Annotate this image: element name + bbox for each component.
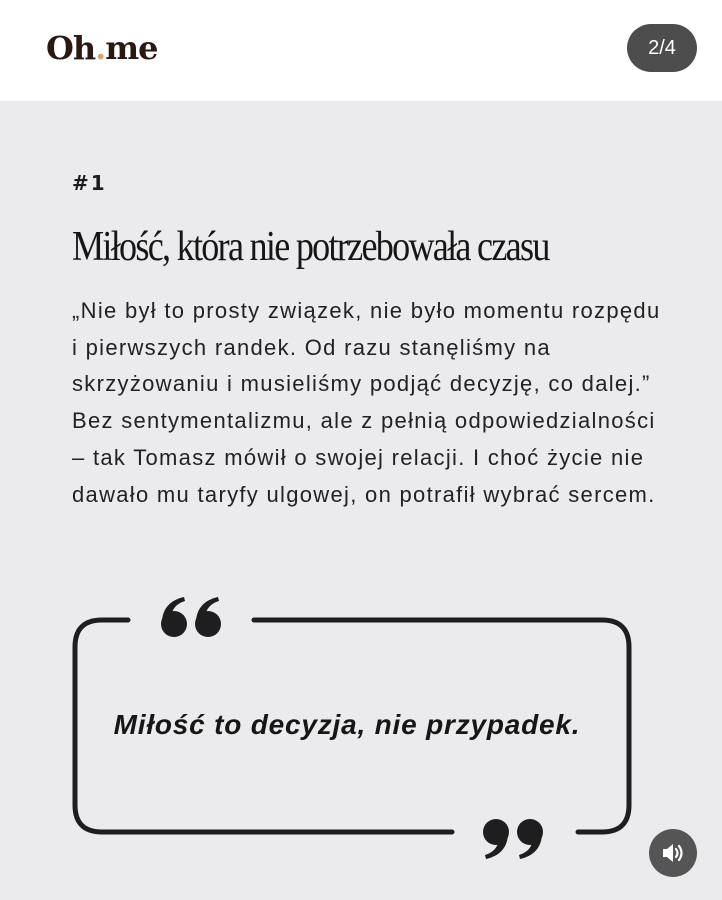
brand-logo[interactable] xyxy=(46,28,158,68)
sound-toggle-button[interactable] xyxy=(649,829,697,877)
body-paragraph-2: Bez sentymentalizmu, ale z pełnią odpowiedzialności – tak Tomasz mówił o swojej relacji. I choć życie nie dawało mu taryfy ulgowej, on potrafił wybrać sercem. xyxy=(72,408,656,507)
speaker-icon xyxy=(661,842,685,864)
article-title: Miłość, która nie potrzebowała czasu xyxy=(72,224,549,270)
closing-quote-icon xyxy=(480,817,544,859)
article-body xyxy=(72,293,662,513)
logo-main: Oh xyxy=(46,29,96,67)
logo-tail: me xyxy=(105,29,158,67)
section-number: #1 xyxy=(72,171,107,195)
header xyxy=(0,0,722,101)
body-paragraph-1: „Nie był to prosty związek, nie było momentu rozpędu i pierwszych randek. Od razu stanęliśmy na skrzyżowaniu i musieliśmy podjąć decyzję, co dalej.” xyxy=(72,298,661,397)
quote-text: Miłość to decyzja, nie przypadek. xyxy=(113,709,581,740)
opening-quote-icon xyxy=(160,597,224,639)
logo-dot: . xyxy=(95,29,106,67)
quote-box xyxy=(72,617,632,835)
page-counter: 2/4 xyxy=(627,24,697,72)
article-content xyxy=(0,101,722,900)
